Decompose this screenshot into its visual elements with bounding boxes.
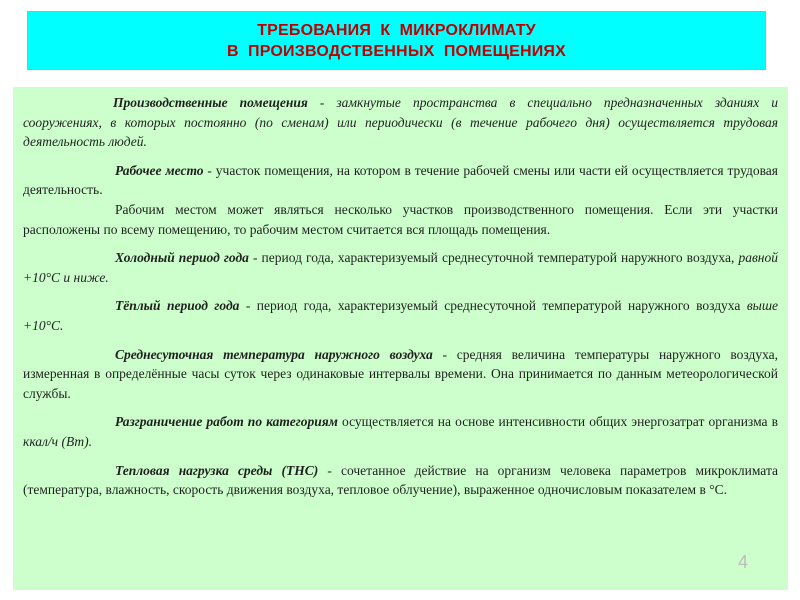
term-thermal-load: Тепловая нагрузка среды (ТНС) [115, 462, 319, 478]
note-text: Рабочим местом может являться несколько участков производственного помещения. Если эти участки расположены по всему помещению, то рабочим местом считается вся площадь помещения. [23, 201, 778, 237]
definition-text: осуществляется на основе интенсивности общих энергозатрат организма в [337, 414, 778, 430]
definition-production-premises [23, 93, 778, 152]
term-work-categories: Разграничение работ по категориям [115, 414, 338, 430]
definition-workplace [23, 161, 778, 200]
definition-work-categories [23, 412, 778, 451]
definition-text: - период года, характеризуемый среднесуточной температурой наружного воздуха, [248, 250, 739, 266]
definition-tail: равной +10°С и ниже. [23, 250, 778, 285]
definition-text: - период года, характеризуемый среднесуточной температурой наружного воздуха [239, 298, 747, 314]
definition-text: - участок помещения, на котором в течение рабочей смены или части ей осуществляется трудовая деятельность. [23, 162, 779, 198]
definition-text: - средняя величина температуры наружного воздуха, измеренная в определённые часы суток через одинаковые интервалы времени. Она принимается по данным метеорологической службы. [23, 346, 779, 401]
term-production-premises: Производственные помещения [113, 95, 308, 110]
definition-text: - замкнутые пространства в специально предназначенных зданиях и сооружениях, в которых постоянно (по сменам) или периодически (в течение рабочего дня) осуществляется трудовая деятельность людей. [23, 95, 778, 150]
definitions-panel [13, 87, 788, 590]
term-cold-period: Холодный период года [115, 250, 249, 266]
title-line-2: В ПРОИЗВОДСТВЕННЫХ ПОМЕЩЕНИЯХ [226, 42, 566, 60]
definition-tail: выше +10°С. [23, 298, 778, 333]
definition-cold-period [23, 248, 778, 287]
term-warm-period: Тёплый период года [115, 298, 240, 314]
definition-thermal-load [23, 461, 778, 500]
workplace-note [23, 200, 778, 239]
definition-warm-period [23, 296, 778, 335]
page-number: 4 [738, 552, 749, 572]
definition-tail: ккал/ч (Вт). [23, 433, 93, 449]
title-line-1: ТРЕБОВАНИЯ К МИКРОКЛИМАТУ [257, 21, 536, 39]
term-workplace: Рабочее место [115, 162, 204, 178]
definition-text: - сочетанное действие на организм человека параметров микроклимата (температура, влажность, скорость движения воздуха, тепловое облучение), выраженное одночисловым показателем в °С. [23, 462, 779, 498]
title-banner [27, 11, 766, 70]
definition-daily-mean-temperature [23, 345, 778, 404]
term-daily-mean-temperature: Среднесуточная температура наружного воздуха [115, 346, 433, 362]
